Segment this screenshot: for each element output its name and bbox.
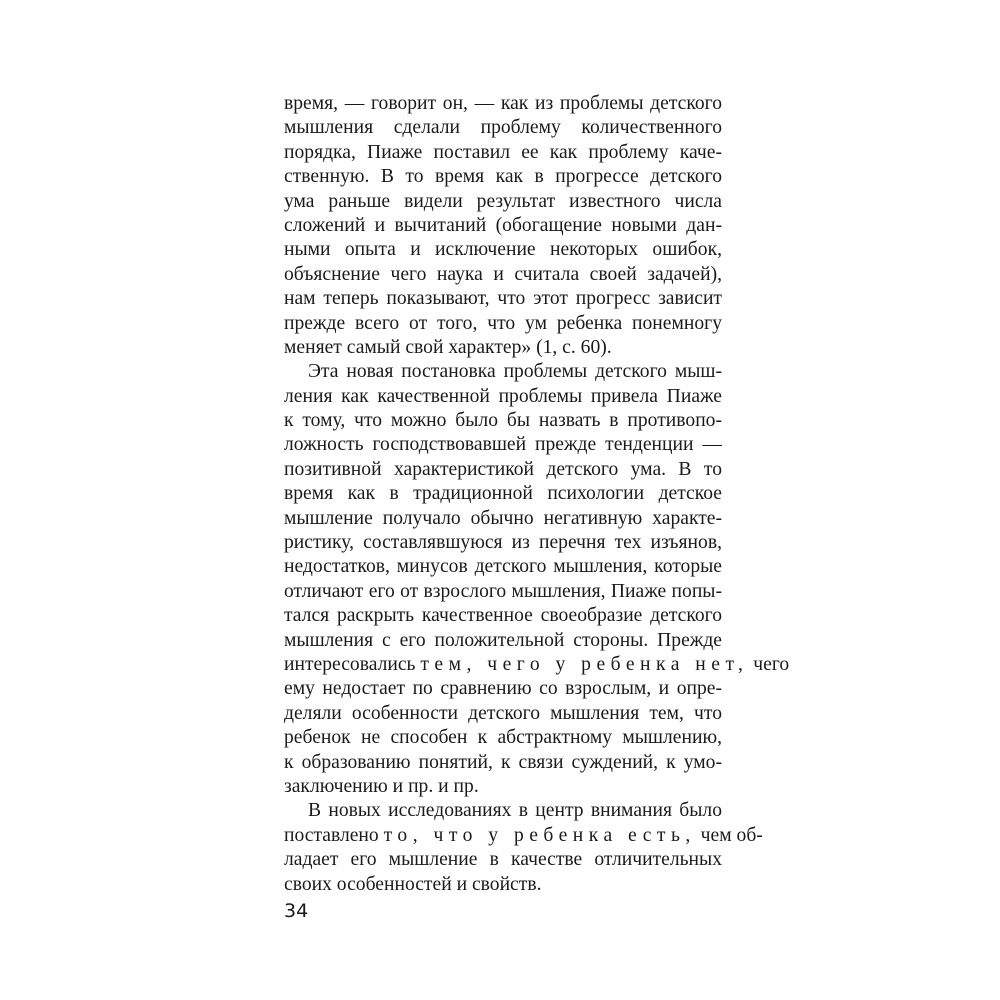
text-line: ристику, составлявшуюся из перечня тех изъянов, [284, 532, 722, 554]
paragraph-1 [284, 92, 722, 360]
text-line-emphasis [284, 653, 790, 677]
paragraph-2 [284, 360, 790, 799]
text-line: своих особенностей и свойств. [284, 873, 542, 895]
text-line-emphasis [284, 824, 763, 848]
text-line: время, — говорит он, — как из проблемы детского [284, 93, 722, 114]
text-line: меняет самый свой характер» (1, с. 60). [284, 336, 612, 358]
text-line: нам теперь показывают, что этот прогресс зависит [284, 288, 722, 310]
text-line: позитивной характеристикой детского ума. В то [284, 458, 722, 480]
text-line: к тому, что можно было бы назвать в противопо- [284, 410, 722, 432]
text-line: ума раньше видели результат известного числа [284, 190, 722, 212]
text-line: мышления с его положительной стороны. Прежде [284, 629, 722, 651]
text-line: тался раскрыть качественное своеобразие детского [284, 605, 722, 627]
text-fragment: поставлено [284, 824, 384, 846]
spaced-emphasis: то, что у ребенка есть, [383, 824, 696, 846]
text-line: недостатков, минусов детского мышления, которые [284, 556, 722, 578]
text-fragment: чем об- [695, 824, 763, 846]
text-fragment: интересовались [284, 653, 421, 675]
body-text [284, 92, 790, 897]
text-line: порядка, Пиаже поставил ее как проблему каче- [284, 141, 722, 163]
text-fragment: чего [748, 653, 790, 675]
text-line: ственную. В то время как в прогрессе детского [284, 166, 722, 188]
text-line: деляли особенности детского мышления тем, что [284, 702, 722, 724]
text-line: прежде всего от того, что ум ребенка понемногу [284, 312, 722, 334]
text-line: ладает его мышление в качестве отличительных [284, 849, 722, 871]
paragraph-3 [284, 799, 763, 897]
text-line: В новых исследованиях в центр внимания было [308, 800, 722, 822]
text-line: ления как качественной проблемы привела Пиаже [284, 385, 722, 407]
text-line: объяснение чего наука и считала своей задачей), [284, 263, 722, 285]
text-line: время как в традиционной психологии детское [284, 483, 722, 505]
text-line: сложений и вычитаний (обогащение новыми дан- [284, 214, 722, 236]
text-line: ребенок не способен к абстрактному мышлению, [284, 727, 722, 749]
text-line: ему недостает по сравнению со взрослым, и опре- [284, 678, 722, 700]
text-line: ными опыта и исключение некоторых ошибок, [284, 239, 722, 261]
text-line: к образованию понятий, к связи суждений, к умо- [284, 751, 722, 773]
text-line: Эта новая постановка проблемы детского мыш- [308, 361, 722, 383]
text-line: отличают его от взрослого мышления, Пиаже попы- [284, 580, 722, 602]
spaced-emphasis: тем, чего у ребенка нет, [420, 653, 749, 675]
text-line: заключению и пр. и пр. [284, 775, 479, 797]
text-line: мышления сделали проблему количественного [284, 117, 722, 139]
page-number: 34 [284, 900, 309, 922]
text-line: мышление получало обычно негативную характе- [284, 507, 722, 529]
text-line: ложность господствовавшей прежде тенденции — [284, 434, 722, 456]
